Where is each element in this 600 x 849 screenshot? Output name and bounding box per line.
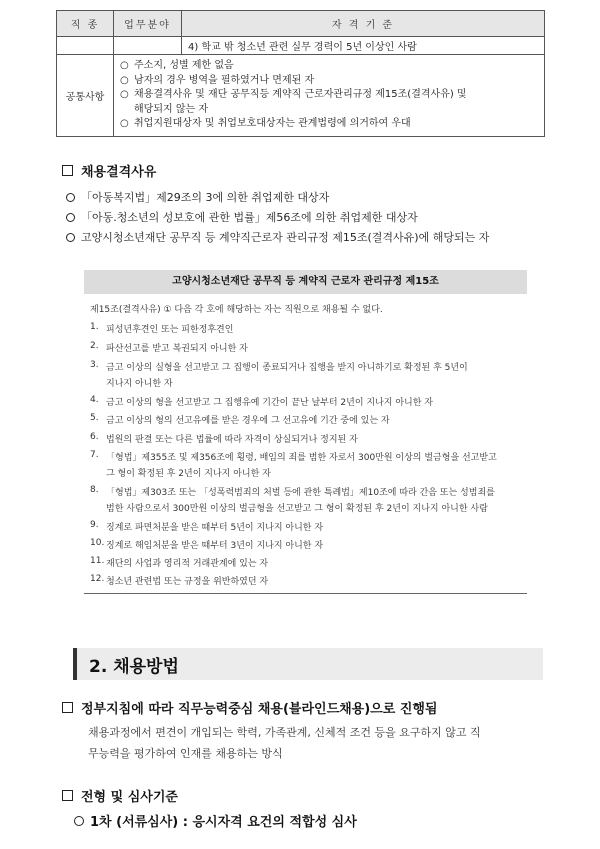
item-text: 징계로 해임처분을 받은 때부터 3년이 지나지 아니한 자 bbox=[106, 541, 324, 551]
item-continuation: 그 형이 확정된 후 2년이 지나지 아니한 자 bbox=[106, 469, 271, 479]
blind-hiring-heading bbox=[62, 698, 438, 717]
circle-bullet-icon: ○ bbox=[120, 89, 129, 100]
regulation-item bbox=[90, 322, 233, 335]
item-text: 금고 이상의 형의 선고유예를 받은 경우에 그 선고유에 기간 중에 있는 자 bbox=[106, 416, 390, 426]
experience-text: 4) 학교 밖 청소년 관련 실무 경력이 5년 이상인 사람 bbox=[188, 42, 417, 53]
heading-text: 채용결격사유 bbox=[81, 165, 157, 180]
common-item-text: 해당되지 않는 자 bbox=[134, 103, 208, 115]
circle-bullet-icon bbox=[66, 193, 75, 202]
circle-bullet-icon: ○ bbox=[120, 118, 129, 129]
item-text: 금고 이상의 형을 선고받고 그 집행유예 기간이 끝난 날부터 2년이 지나지 아니한 자 bbox=[106, 398, 433, 408]
item-text: 「형법」제303조 또는 「성폭력범죄의 처벌 등에 관한 특례법」제10조에 따라 간음 또는 성범죄를 bbox=[106, 488, 495, 498]
item-number: 11. bbox=[90, 556, 105, 566]
blind-hiring-paragraph: 채용과정에서 편견이 개입되는 학력, 가족관계, 신체적 조건 등을 요구하지 않고 직 bbox=[88, 726, 481, 739]
regulation-item bbox=[90, 520, 323, 533]
regulation-item bbox=[90, 413, 390, 426]
item-text: 금고 이상의 실형을 선고받고 그 집행이 종료되거나 집행을 받지 아니하기로 확정된 후 5년이 bbox=[106, 363, 468, 373]
empty-cell bbox=[114, 37, 182, 55]
item-text: 청소년 관련법 또는 규정을 위반하였던 자 bbox=[106, 577, 269, 587]
empty-cell bbox=[57, 37, 114, 55]
common-label: 공통사항 bbox=[57, 55, 114, 137]
section-title: 2. 채용방법 bbox=[89, 657, 179, 677]
regulation-item bbox=[90, 450, 497, 463]
list-item bbox=[120, 117, 538, 132]
list-item bbox=[120, 88, 538, 103]
disqualification-item: 「아동복지법」제29조의 3에 의한 취업제한 대상자 bbox=[81, 191, 330, 204]
header-work-field: 업무분야 bbox=[114, 11, 182, 37]
regulation-divider bbox=[84, 593, 527, 594]
regulation-item bbox=[90, 395, 433, 408]
item-number: 6. bbox=[90, 432, 99, 442]
regulation-item bbox=[90, 574, 268, 587]
item-text: 법원의 판결 또는 다른 법률에 따라 자격이 상실되거나 정지된 자 bbox=[106, 435, 358, 445]
common-item-text: 남자의 경우 병역을 필하였거나 면제된 자 bbox=[134, 74, 315, 86]
common-requirements bbox=[114, 55, 545, 137]
square-bullet-icon bbox=[62, 165, 73, 176]
list-item bbox=[66, 229, 489, 245]
circle-bullet-icon: ○ bbox=[120, 60, 129, 71]
experience-requirement bbox=[182, 37, 545, 55]
circle-bullet-icon bbox=[66, 213, 75, 222]
heading-text: 정부지침에 따라 직무능력중심 채용(블라인드채용)으로 진행됨 bbox=[81, 702, 438, 717]
common-item-text: 취업지원대상자 및 취업보호대상자는 관계법령에 의거하여 우대 bbox=[134, 118, 411, 129]
screening-heading bbox=[62, 786, 178, 805]
disqualification-item: 고양시청소년재단 공무직 등 계약직근로자 관리규정 제15조(결격사유)에 해당되는 자 bbox=[81, 231, 490, 244]
item-number: 5. bbox=[90, 413, 99, 423]
regulation-item bbox=[90, 341, 248, 354]
item-number: 9. bbox=[90, 520, 99, 530]
regulation-item bbox=[90, 538, 323, 551]
disqualification-item: 「아동.청소년의 성보호에 관한 법률」제56조에 의한 취업제한 대상자 bbox=[81, 211, 418, 224]
list-item bbox=[66, 189, 329, 205]
regulation-intro: 제15조(결격사유) ① 다음 각 호에 해당하는 자는 직원으로 채용될 수 없다. bbox=[90, 305, 383, 315]
item-continuation: 범한 사람으로서 300만원 이상의 벌금형을 선고받고 그 형이 확정된 후 2년이 지나지 아니한 사람 bbox=[106, 504, 488, 514]
item-number: 8. bbox=[90, 485, 99, 495]
first-round-text: 1차 (서류심사) : 응시자격 요건의 적합성 심사 bbox=[90, 815, 357, 830]
item-number: 10. bbox=[90, 538, 105, 548]
circle-bullet-icon: ○ bbox=[120, 74, 129, 86]
item-number: 3. bbox=[90, 360, 99, 370]
item-continuation: 지나지 아니한 자 bbox=[106, 379, 173, 389]
item-text: 징계로 파면처분을 받은 때부터 5년이 지나지 아니한 자 bbox=[106, 523, 324, 533]
list-item bbox=[120, 59, 538, 74]
regulation-item bbox=[90, 556, 268, 569]
header-job-type: 직 종 bbox=[57, 11, 114, 37]
item-number: 2. bbox=[90, 341, 99, 351]
disqualification-heading bbox=[62, 161, 156, 180]
header-qualification: 자 격 기 준 bbox=[182, 11, 545, 37]
regulation-item bbox=[90, 360, 468, 373]
common-item-text: 주소지, 성별 제한 없음 bbox=[134, 60, 234, 71]
item-number: 12. bbox=[90, 574, 105, 584]
item-number: 7. bbox=[90, 450, 99, 460]
qualification-table bbox=[56, 10, 545, 137]
item-text: 피성년후견인 또는 피한정후견인 bbox=[106, 325, 234, 335]
list-item bbox=[120, 74, 538, 89]
list-item bbox=[66, 209, 418, 225]
square-bullet-icon bbox=[62, 702, 73, 713]
blind-hiring-paragraph: 무능력을 평가하여 인재를 채용하는 방식 bbox=[88, 747, 283, 760]
regulation-item bbox=[90, 432, 358, 445]
common-item-text: 채용결격사유 및 재단 공무직등 계약직 근로자관리규정 제15조(결격사유) 및 bbox=[134, 89, 467, 100]
item-text: 파산선고를 받고 복권되지 아니한 자 bbox=[106, 344, 248, 354]
circle-bullet-icon bbox=[74, 816, 84, 826]
section-2-header bbox=[73, 648, 543, 680]
list-item bbox=[74, 811, 357, 830]
regulation-item bbox=[90, 485, 495, 498]
circle-bullet-icon bbox=[66, 233, 75, 242]
square-bullet-icon bbox=[62, 790, 73, 801]
heading-text: 전형 및 심사기준 bbox=[81, 790, 178, 805]
list-item bbox=[120, 103, 538, 118]
item-number: 1. bbox=[90, 322, 99, 332]
item-text: 「형법」제355조 및 제356조에 횡령, 배임의 죄를 범한 자로서 300만원 이상의 벌금형을 선고받고 bbox=[106, 453, 497, 463]
regulation-title: 고양시청소년재단 공무직 등 계약직 근로자 관리규정 제15조 bbox=[84, 270, 527, 294]
item-number: 4. bbox=[90, 395, 99, 405]
item-text: 재단의 사업과 영리적 거래관계에 있는 자 bbox=[106, 559, 269, 569]
